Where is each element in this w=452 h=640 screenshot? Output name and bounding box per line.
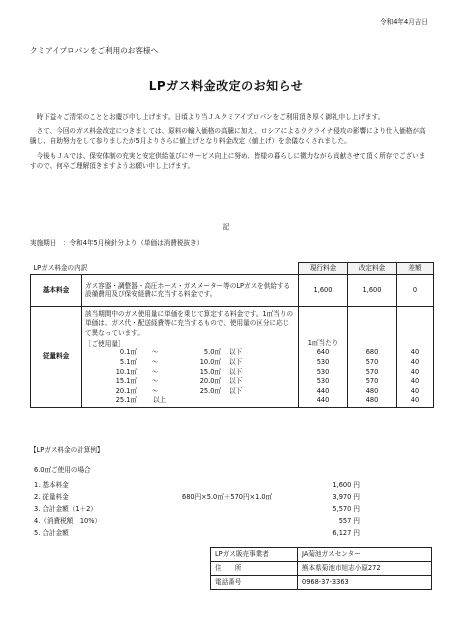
usage-diff: 40 <box>410 386 420 395</box>
contact-row <box>211 576 432 590</box>
calc-value: 6,127 円 <box>332 529 360 537</box>
header-revised: 改定料金 <box>348 263 397 275</box>
calc-row <box>34 517 360 526</box>
usage-unit-label: 1㎥当たり <box>307 338 339 347</box>
calc-row <box>34 529 360 538</box>
usage-revised: 480 <box>365 386 379 395</box>
usage-fee-cell <box>82 306 299 407</box>
rate-table <box>30 262 434 408</box>
calc-label: 3. 合計金額（1＋2） <box>34 505 97 513</box>
usage-current: 640 <box>316 348 330 357</box>
calc-label: 4.（消費税額 10%） <box>34 517 102 525</box>
usage-revised: 570 <box>365 367 379 376</box>
usage-range-row: 10.1㎥ ～ 15.0㎥ 以下 <box>115 367 243 376</box>
contact-row <box>211 562 432 576</box>
body-paragraph: 時下益々ご清栄のこととお慶び申し上げます。日頃より当ＪＡクミアイプロパンをご利用頂き厚く御礼申し上げます。 <box>36 113 385 121</box>
contact-label: 電話番号 <box>211 576 298 590</box>
basic-fee-diff: 0 <box>397 274 434 306</box>
usage-diff: 40 <box>410 396 420 405</box>
contact-row <box>211 548 432 562</box>
usage-range-row: 0.1㎥ ～ 5.0㎥ 以下 <box>119 348 243 357</box>
calc-row <box>34 505 360 514</box>
ki-heading: 記 <box>222 223 230 231</box>
usage-diff: 40 <box>410 377 420 386</box>
contact-value: JA菊池ガスセンター <box>298 548 432 562</box>
usage-range-row: 5.1㎥ ～ 10.0㎥ 以下 <box>119 358 243 367</box>
usage-fee-label: 従量料金 <box>31 306 82 407</box>
calc-label: 1. 基本料金 <box>34 481 69 489</box>
usage-diff: 40 <box>410 348 420 357</box>
calc-formula: 680円×5.0㎥＋570円×1.0㎥ <box>182 493 273 501</box>
usage-range-list <box>85 348 295 406</box>
basic-fee-label: 基本料金 <box>31 274 82 306</box>
contact-label: LPガス販売事業者 <box>211 548 298 562</box>
calc-value: 557 円 <box>338 517 360 525</box>
usage-current-col <box>299 306 348 407</box>
contact-label: 住 所 <box>211 562 298 576</box>
usage-revised: 680 <box>365 348 379 357</box>
calc-case: 6.0㎥ご使用の場合 <box>34 466 91 474</box>
basic-fee-revised: 1,600 <box>348 274 397 306</box>
calc-value: 3,970 円 <box>332 493 360 501</box>
usage-diff: 40 <box>410 367 420 376</box>
usage-range-row: 15.1㎥ ～ 20.0㎥ 以下 <box>115 377 243 386</box>
usage-range-row: 25.1㎥ 以上 <box>115 396 167 405</box>
calc-row <box>34 493 360 502</box>
issue-date: 令和4年4月吉日 <box>380 18 428 26</box>
contact-value: 熊本県菊池市旭志小原272 <box>298 562 432 576</box>
usage-current: 530 <box>316 358 330 367</box>
usage-revised-col <box>348 306 397 407</box>
usage-diff: 40 <box>410 358 420 367</box>
usage-bracket-label: ［ご使用量］ <box>85 339 125 348</box>
basic-fee-current: 1,600 <box>299 274 348 306</box>
body-paragraph: さて、今回のガス料金改定につきましては、原料の輸入価格の高騰に加え、ロシアによるウクライナ侵攻の影響により仕入価格が高騰し、自助努力をして参りましたが5月よりさらに値上げとなり料金改定（値上げ）を余儀なくされました。 <box>30 127 426 146</box>
header-diff: 差額 <box>397 263 434 275</box>
usage-revised: 570 <box>365 358 379 367</box>
usage-current: 440 <box>316 396 330 405</box>
usage-revised: 480 <box>365 396 379 405</box>
calc-value: 5,570 円 <box>332 505 360 513</box>
contact-table <box>210 547 432 590</box>
page-title: LPガス料金改定のお知らせ <box>148 79 304 93</box>
effective-date: 実施期日 ：令和4年5月検針分より（単価は消費税抜き） <box>30 239 204 247</box>
basic-fee-desc: ガス容器・調整器・高圧ホース・ガスメーター等のLPガスを供給する設備費用及び保安経費に充当する料金です。 <box>82 274 299 306</box>
calc-row <box>34 481 360 490</box>
usage-current: 530 <box>316 367 330 376</box>
usage-revised: 570 <box>365 377 379 386</box>
usage-current: 530 <box>316 377 330 386</box>
header-current: 現行料金 <box>299 263 348 275</box>
usage-fee-desc: 該当期間中のガス使用量に単価を乗じて算定する料金です。1㎥当りの単価は、ガス代・配送経費等に充当するもので、使用量の区分に応じて異なっています。 <box>85 309 294 337</box>
calc-label: 2. 従量料金 <box>34 493 69 501</box>
addressee: クミアイプロパンをご利用のお客様へ <box>30 46 159 55</box>
body-paragraph: 今後もＪＡでは、保安体制の充実と安定供給並びにサービス向上に努め、皆様の暮らしに微力ながら貢献させて頂く所存でございますので、何卒ご理解頂きますようお願い申し上げます。 <box>30 151 426 170</box>
usage-current: 440 <box>316 386 330 395</box>
usage-diff-col <box>397 306 434 407</box>
usage-range-row: 20.1㎥ ～ 25.0㎥ 以下 <box>115 386 243 395</box>
notice-body <box>30 112 428 175</box>
table-section-title: LPガス料金の内訳 <box>33 263 88 272</box>
calc-title: 【LPガス料金の計算例】 <box>30 446 104 454</box>
contact-value: 0968-37-3363 <box>298 576 432 590</box>
calc-label: 5. 合計金額 <box>34 529 69 537</box>
calc-value: 1,600 円 <box>332 481 360 489</box>
